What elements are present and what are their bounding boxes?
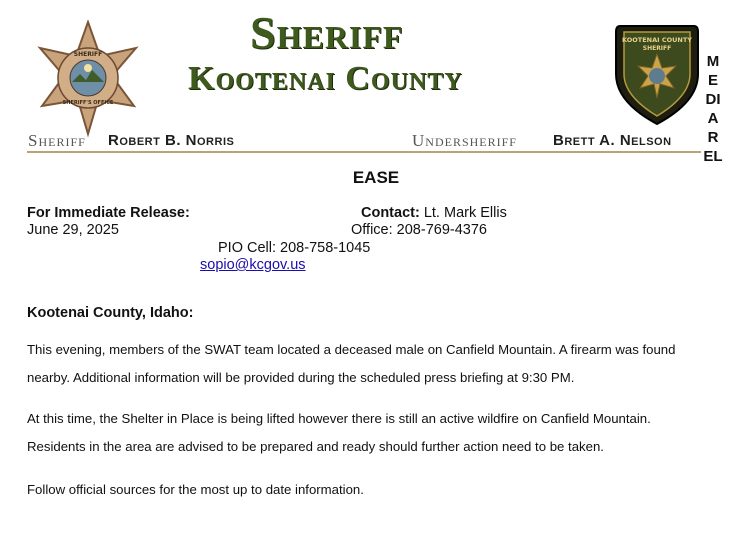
paragraph-1 bbox=[27, 336, 727, 392]
svg-text:SHERIFF'S OFFICE: SHERIFF'S OFFICE bbox=[62, 100, 114, 106]
svg-text:SHERIFF: SHERIFF bbox=[642, 45, 672, 52]
release-date: June 29, 2025 bbox=[27, 222, 119, 238]
paragraph-2 bbox=[27, 405, 727, 461]
release-label: For Immediate Release: bbox=[27, 205, 190, 221]
paragraph-1-line-2: nearby. Additional information will be provided during the scheduled press briefing at 9:30 PM. bbox=[27, 370, 575, 385]
contact-line bbox=[361, 205, 507, 221]
paragraph-2-line-1: At this time, the Shelter in Place is being lifted however there is still an active wildfire on Canfield Mountain. bbox=[27, 411, 651, 426]
header-divider bbox=[27, 151, 701, 153]
svg-text:KOOTENAI COUNTY: KOOTENAI COUNTY bbox=[622, 36, 692, 44]
header-title-sheriff: Sheriff bbox=[250, 7, 404, 58]
undersheriff-role-label: Undersheriff bbox=[412, 131, 517, 150]
vertical-letter: A bbox=[707, 110, 719, 127]
office-phone: Office: 208-769-4376 bbox=[351, 222, 487, 238]
svg-text:SHERIFF: SHERIFF bbox=[73, 51, 103, 58]
vertical-letter: EL bbox=[703, 148, 723, 165]
sheriff-name: Robert B. Norris bbox=[108, 132, 235, 149]
contact-label: Contact: bbox=[361, 205, 420, 221]
sheriff-role-label: Sheriff bbox=[28, 131, 86, 150]
sheriff-patch-logo bbox=[614, 22, 700, 126]
vertical-letter: E bbox=[707, 72, 718, 89]
email-link[interactable]: sopio@kcgov.us bbox=[200, 257, 306, 273]
contact-name: Lt. Mark Ellis bbox=[423, 205, 507, 221]
paragraph-2-line-2: Residents in the area are advised to be prepared and ready should further action need to be taken. bbox=[27, 439, 604, 454]
undersheriff-name: Brett A. Nelson bbox=[553, 132, 672, 149]
vertical-media-release-text bbox=[702, 52, 724, 166]
release-title: EASE bbox=[352, 168, 400, 187]
header-title-county: Kootenai County bbox=[188, 60, 463, 97]
paragraph-1-line-1: This evening, members of the SWAT team located a deceased male on Canfield Mountain. A firearm was found bbox=[27, 342, 676, 357]
paragraph-3: Follow official sources for the most up to date information. bbox=[27, 482, 364, 497]
vertical-letter: M bbox=[706, 53, 720, 70]
vertical-letter: DI bbox=[705, 91, 721, 108]
sheriff-star-badge-logo bbox=[28, 20, 148, 138]
vertical-letter: R bbox=[707, 129, 719, 146]
location-heading: Kootenai County, Idaho: bbox=[27, 305, 194, 321]
pio-cell: PIO Cell: 208-758-1045 bbox=[218, 240, 371, 256]
